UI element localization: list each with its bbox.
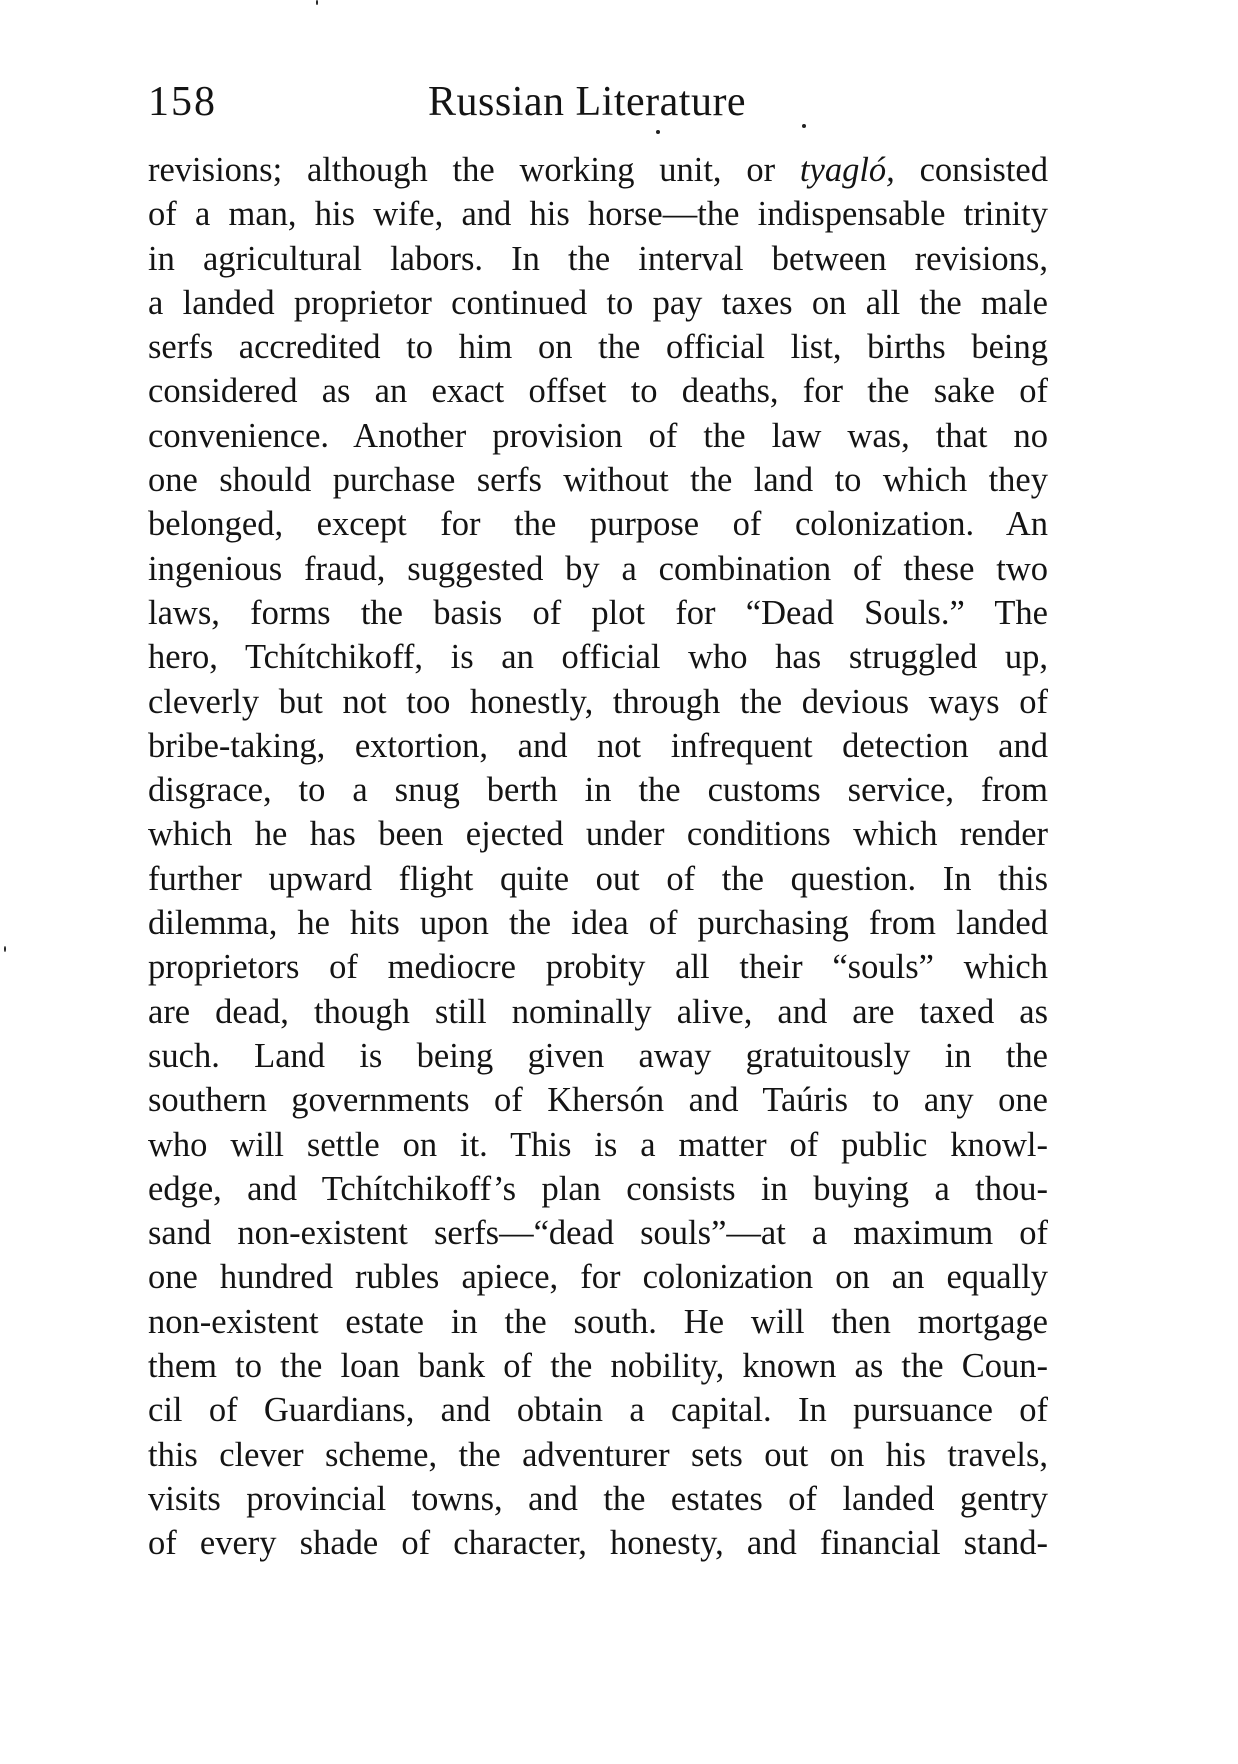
- line-text: convenience. Another provision of the law was, that no: [148, 416, 1048, 455]
- text-line: [148, 1388, 1048, 1432]
- text-line: [148, 369, 1048, 413]
- text-line: [148, 1034, 1048, 1078]
- text-line: [148, 547, 1048, 591]
- line-text: visits provincial towns, and the estates of landed gentry: [148, 1479, 1048, 1518]
- body-text: [148, 148, 1048, 1566]
- text-line: [148, 724, 1048, 768]
- line-text: who will settle on it. This is a matter of public knowl-: [148, 1125, 1048, 1164]
- text-line: [148, 414, 1048, 458]
- line-text: a landed proprietor continued to pay taxes on all the male: [148, 283, 1048, 322]
- ink-speck: [656, 130, 660, 134]
- text-line: [148, 990, 1048, 1034]
- text-line: [148, 237, 1048, 281]
- text-line: [148, 325, 1048, 369]
- line-text: which he has been ejected under conditions which render: [148, 815, 1048, 854]
- line-text: edge, and Tchítchikoff’s plan consists in buying a thou-: [148, 1169, 1048, 1208]
- text-line: [148, 148, 1048, 192]
- ink-speck: [802, 124, 806, 128]
- text-line: [148, 458, 1048, 502]
- text-line: [148, 901, 1048, 945]
- text-line: [148, 635, 1048, 679]
- italic-term: tyagló,: [799, 151, 895, 189]
- line-text: ingenious fraud, suggested by a combination of these two: [148, 549, 1048, 588]
- text-line: [148, 812, 1048, 856]
- text-line: [148, 1344, 1048, 1388]
- text-line: [148, 1123, 1048, 1167]
- line-text: are dead, though still nominally alive, and are taxed as: [148, 992, 1048, 1031]
- text-line: [148, 591, 1048, 635]
- line-text: southern governments of Khersón and Taúris to any one: [148, 1081, 1048, 1120]
- text-line: [148, 945, 1048, 989]
- line-text: revisions; although the working unit, or: [148, 151, 800, 189]
- line-text: proprietors of mediocre probity all their “souls” which: [148, 948, 1048, 987]
- text-line: [148, 1078, 1048, 1122]
- line-text: of a man, his wife, and his horse—the indispensable trinity: [148, 195, 1048, 234]
- text-line: [148, 1255, 1048, 1299]
- line-text: them to the loan bank of the nobility, known as the Coun-: [148, 1347, 1048, 1386]
- line-text: serfs accredited to him on the official list, births being: [148, 328, 1048, 367]
- line-text: belonged, except for the purpose of colonization. An: [148, 505, 1048, 544]
- line-text: laws, forms the basis of plot for “Dead Souls.” The: [148, 593, 1048, 632]
- ink-speck: [4, 946, 6, 952]
- running-head: [148, 78, 1048, 138]
- line-text: cil of Guardians, and obtain a capital. In pursuance of: [148, 1391, 1048, 1430]
- line-text: disgrace, to a snug berth in the customs service, from: [148, 771, 1048, 810]
- line-text: in agricultural labors. In the interval between revisions,: [148, 239, 1048, 278]
- text-line: [148, 502, 1048, 546]
- line-text: hero, Tchítchikoff, is an official who has struggled up,: [148, 638, 1048, 677]
- text-line: [148, 680, 1048, 724]
- text-line: [148, 1433, 1048, 1477]
- text-line: [148, 1477, 1048, 1521]
- line-text: non-existent estate in the south. He will then mortgage: [148, 1302, 1048, 1341]
- text-line: [148, 1521, 1048, 1565]
- line-text: consisted: [894, 151, 1048, 189]
- line-text: one hundred rubles apiece, for colonization on an equally: [148, 1258, 1048, 1297]
- line-text: bribe-taking, extortion, and not infrequent detection and: [148, 726, 1048, 765]
- text-line: [148, 1211, 1048, 1255]
- ink-speck: [316, 0, 318, 5]
- text-line: [148, 192, 1048, 236]
- text-line: [148, 768, 1048, 812]
- running-title: Russian Literature: [428, 79, 747, 125]
- line-text: such. Land is being given away gratuitously in the: [148, 1036, 1048, 1075]
- line-text: further upward flight quite out of the question. In this: [148, 859, 1048, 898]
- text-line: [148, 1167, 1048, 1211]
- text-line: [148, 281, 1048, 325]
- page-number: 158: [148, 79, 217, 125]
- line-text: cleverly but not too honestly, through the devious ways of: [148, 682, 1048, 721]
- line-text: of every shade of character, honesty, and financial stand-: [148, 1524, 1048, 1563]
- line-text: one should purchase serfs without the land to which they: [148, 461, 1048, 500]
- line-text: considered as an exact offset to deaths, for the sake of: [148, 372, 1048, 411]
- text-line: [148, 857, 1048, 901]
- line-text: sand non-existent serfs—“dead souls”—at a maximum of: [148, 1214, 1048, 1253]
- text-line: [148, 1300, 1048, 1344]
- line-text: dilemma, he hits upon the idea of purchasing from landed: [148, 904, 1048, 943]
- line-text: this clever scheme, the adventurer sets out on his travels,: [148, 1435, 1048, 1474]
